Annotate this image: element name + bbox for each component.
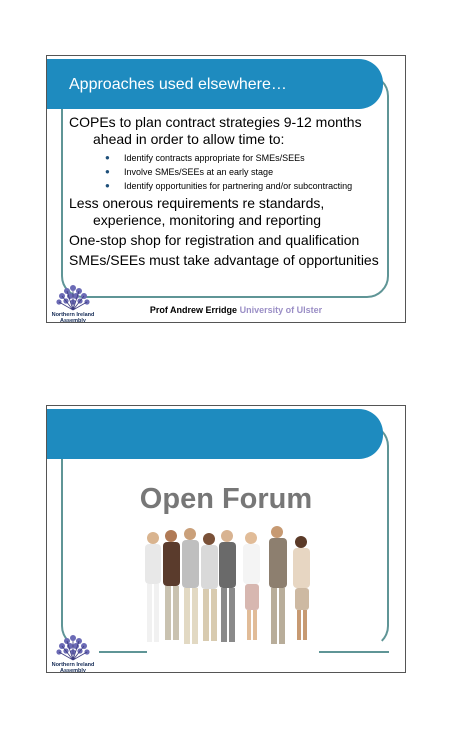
bullet-smes: SMEs/SEEs must take advantage of opportunities xyxy=(69,252,379,268)
logo-text: Northern Ireland Assembly xyxy=(51,662,95,673)
header-bar xyxy=(47,409,383,459)
sub-bullet: ● Involve SMEs/SEEs at an early stage xyxy=(105,167,274,177)
slide-2 xyxy=(46,405,406,673)
university-name: University of Ulster xyxy=(239,305,323,315)
slide-1 xyxy=(46,55,406,323)
bullet-copes: COPEs to plan contract strategies 9-12 months ahead in order to allow time to: xyxy=(69,114,362,147)
bullet-requirements: Less onerous requirements re standards, experience, monitoring and reporting xyxy=(69,195,325,228)
bullet-dot-icon: ● xyxy=(105,167,110,176)
bullet-dot-icon: ● xyxy=(105,181,110,190)
frame-bottom-right xyxy=(319,651,389,653)
assembly-logo xyxy=(50,282,96,323)
logo-text: Northern Ireland Assembly xyxy=(51,312,95,323)
slide-title: Approaches used elsewhere… xyxy=(69,76,287,93)
header-bar xyxy=(47,59,383,109)
flax-flower-emblem-icon xyxy=(50,632,96,664)
sub-bullet-list xyxy=(69,151,379,193)
assembly-logo xyxy=(50,632,96,673)
group-of-business-people-image xyxy=(139,524,321,656)
bullet-one-stop: One-stop shop for registration and qualification xyxy=(69,232,360,248)
author-name: Prof Andrew Erridge xyxy=(149,305,238,315)
sub-bullet: ● Identify contracts appropriate for SMEs/SEEs xyxy=(105,153,305,163)
forum-title: Open Forum xyxy=(139,483,313,515)
bullet-dot-icon: ● xyxy=(105,153,110,162)
sub-bullet: ● Identify opportunities for partnering and/or subcontracting xyxy=(105,181,353,191)
slide-body xyxy=(69,114,379,272)
slide-footer xyxy=(47,305,405,315)
